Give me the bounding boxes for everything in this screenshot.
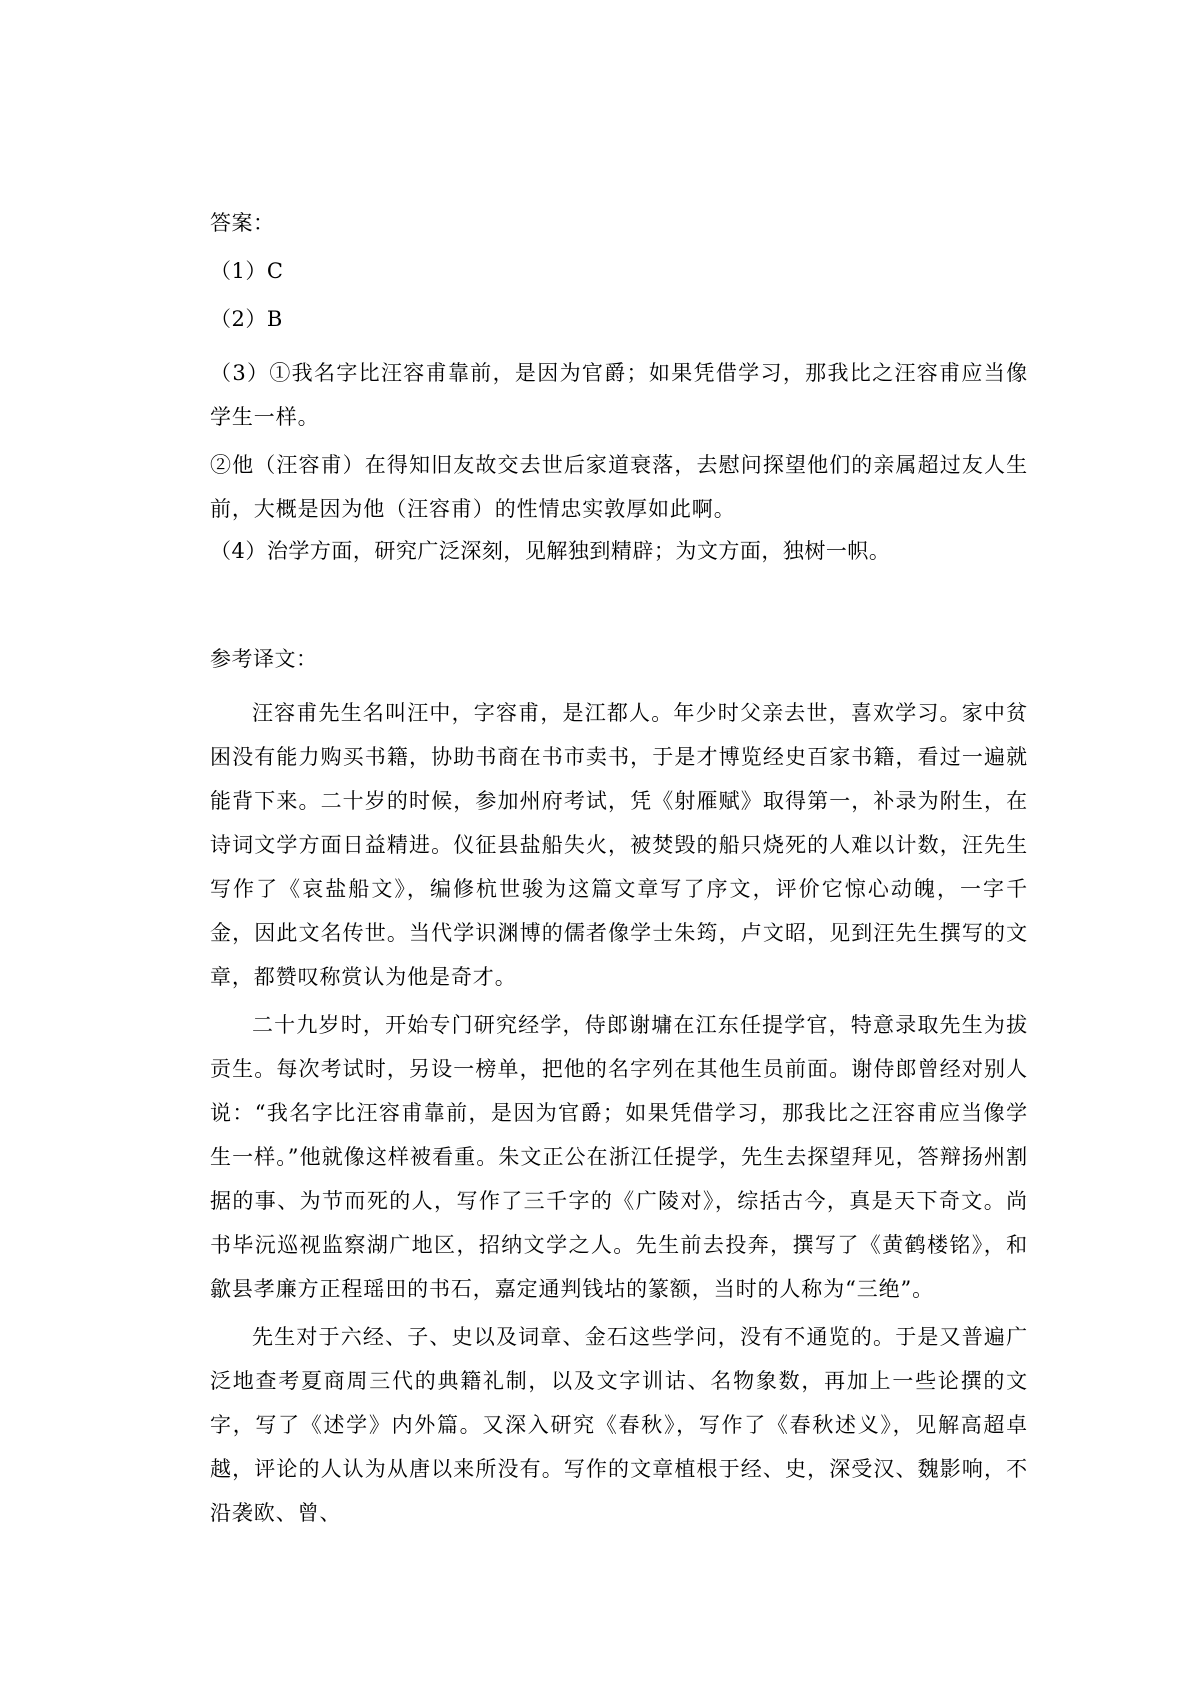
answer-item-3b: ②他（汪容甫）在得知旧友故交去世后家道衰落，去慰问探望他们的亲属超过友人生前，大概是因为他（汪容甫）的性情忠实敦厚如此啊。 xyxy=(210,453,1028,521)
answer-item-2: （2）B xyxy=(210,307,283,331)
answer-item-1: （1）C xyxy=(210,259,284,283)
answer-heading: 答案： xyxy=(210,211,275,235)
answer-item-3a: （3）①我名字比汪容甫靠前，是因为官爵；如果凭借学习，那我比之汪容甫应当像学生一样。 xyxy=(210,361,1028,429)
section-gap xyxy=(210,583,1028,643)
document-body xyxy=(210,207,1028,1539)
translation-paragraph-3: 先生对于六经、子、史以及词章、金石这些学问，没有不通览的。于是又普遍广泛地查考夏商周三代的典籍礼制，以及文字训诂、名物象数，再加上一些论撰的文字，写了《述学》内外篇。又深入研究《春秋》，写作了《春秋述义》，见解高超卓越，评论的人认为从唐以来所没有。写作的文章植根于经、史，深受汉、魏影响，不沿袭欧、曾、 xyxy=(210,1325,1028,1525)
translation-section xyxy=(210,643,1028,1535)
translation-heading: 参考译文： xyxy=(210,647,318,671)
translation-paragraph-2: 二十九岁时，开始专门研究经学，侍郎谢墉在江东任提学官，特意录取先生为拔贡生。每次考试时，另设一榜单，把他的名字列在其他生员前面。谢侍郎曾经对别人说：“我名字比汪容甫靠前，是因为官爵；如果凭借学习，那我比之汪容甫应当像学生一样。”他就像这样被看重。朱文正公在浙江任提学，先生去探望拜见，答辩扬州割据的事、为节而死的人，写作了三千字的《广陵对》，综括古今，真是天下奇文。尚书毕沅巡视监察湖广地区，招纳文学之人。先生前去投奔，撰写了《黄鹤楼铭》，和歙县孝廉方正程瑶田的书石，嘉定通判钱坫的篆额，当时的人称为“三绝”。 xyxy=(210,1013,1028,1301)
answer-section xyxy=(210,207,1028,567)
translation-paragraph-1: 汪容甫先生名叫汪中，字容甫，是江都人。年少时父亲去世，喜欢学习。家中贫困没有能力购买书籍，协助书商在书市卖书，于是才博览经史百家书籍，看过一遍就能背下来。二十岁的时候，参加州府考试，凭《射雁赋》取得第一，补录为附生，在诗词文学方面日益精进。仪征县盐船失火，被焚毁的船只烧死的人难以计数，汪先生写作了《哀盐船文》，编修杭世骏为这篇文章写了序文，评价它惊心动魄，一字千金，因此文名传世。当代学识渊博的儒者像学士朱筠，卢文昭，见到汪先生撰写的文章，都赞叹称赏认为他是奇才。 xyxy=(210,701,1028,989)
answer-item-4: （4）治学方面，研究广泛深刻，见解独到精辟；为文方面，独树一帜。 xyxy=(210,539,891,563)
